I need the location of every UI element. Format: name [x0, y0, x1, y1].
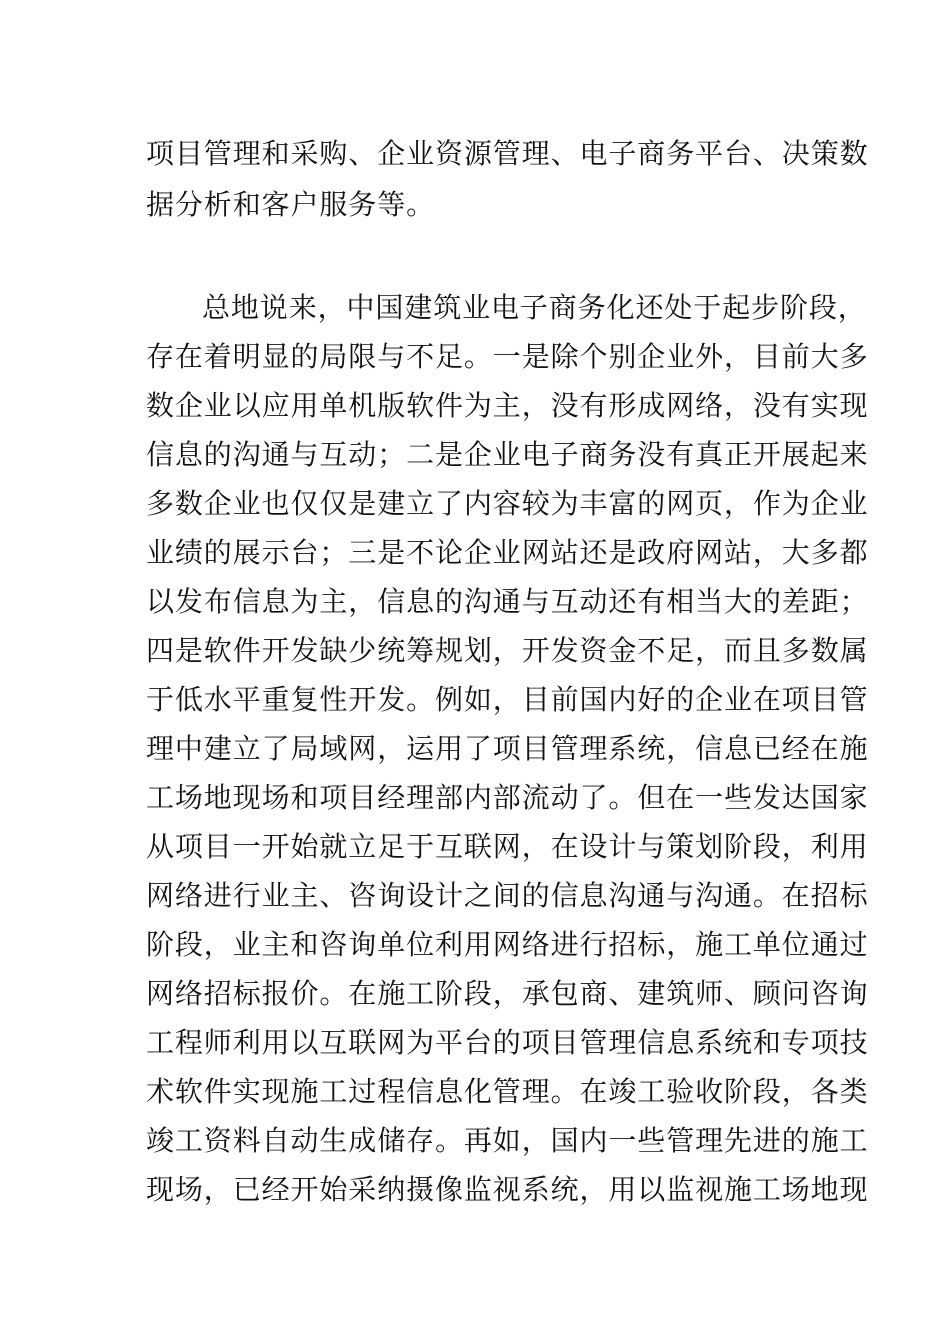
- paragraph-2-line-12: 从项目一开始就立足于互联网，在设计与策划阶段，利用: [146, 830, 869, 863]
- paragraph-2-line-19: 现场，已经开始采纳摄像监视系统，用以监视施工场地现: [146, 1173, 869, 1206]
- paragraph-2-line-3: 数企业以应用单机版软件为主，没有形成网络，没有实现: [146, 389, 869, 422]
- paragraph-2-line-18: 竣工资料自动生成储存。再如，国内一些管理先进的施工: [146, 1124, 869, 1157]
- paragraph-2-line-7: 以发布信息为主，信息的沟通与互动还有相当大的差距；: [146, 585, 869, 618]
- paragraph-2-line-10: 理中建立了局域网，运用了项目管理系统，信息已经在施: [146, 732, 869, 765]
- paragraph-2-line-11: 工场地现场和项目经理部内部流动了。但在一些发达国家: [146, 781, 869, 814]
- paragraph-2-line-15: 网络招标报价。在施工阶段，承包商、建筑师、顾问咨询: [146, 977, 869, 1010]
- paragraph-2-line-14: 阶段，业主和咨询单位利用网络进行招标，施工单位通过: [146, 928, 869, 961]
- paragraph-2-line-9: 于低水平重复性开发。例如，目前国内好的企业在项目管: [146, 683, 869, 716]
- paragraph-2-line-16: 工程师利用以互联网为平台的项目管理信息系统和专项技: [146, 1026, 869, 1059]
- paragraph-1-line-1: 项目管理和采购、企业资源管理、电子商务平台、决策数: [146, 137, 869, 170]
- paragraph-1-line-2: 据分析和客户服务等。: [146, 188, 436, 221]
- paragraph-2-line-6: 业绩的展示台；三是不论企业网站还是政府网站，大多都: [146, 536, 869, 569]
- paragraph-2-line-5: 多数企业也仅仅是建立了内容较为丰富的网页，作为企业: [146, 487, 869, 520]
- paragraph-2-line-2: 存在着明显的局限与不足。一是除个别企业外，目前大多: [146, 340, 869, 373]
- paragraph-2-line-1: 总地说来，中国建筑业电子商务化还处于起步阶段，: [202, 291, 867, 324]
- paragraph-2-line-13: 网络进行业主、咨询设计之间的信息沟通与沟通。在招标: [146, 879, 869, 912]
- paragraph-2-line-17: 术软件实现施工过程信息化管理。在竣工验收阶段，各类: [146, 1075, 869, 1108]
- paragraph-2-line-4: 信息的沟通与互动；二是企业电子商务没有真正开展起来: [146, 438, 869, 471]
- paragraph-2-line-8: 四是软件开发缺少统筹规划，开发资金不足，而且多数属: [146, 634, 869, 667]
